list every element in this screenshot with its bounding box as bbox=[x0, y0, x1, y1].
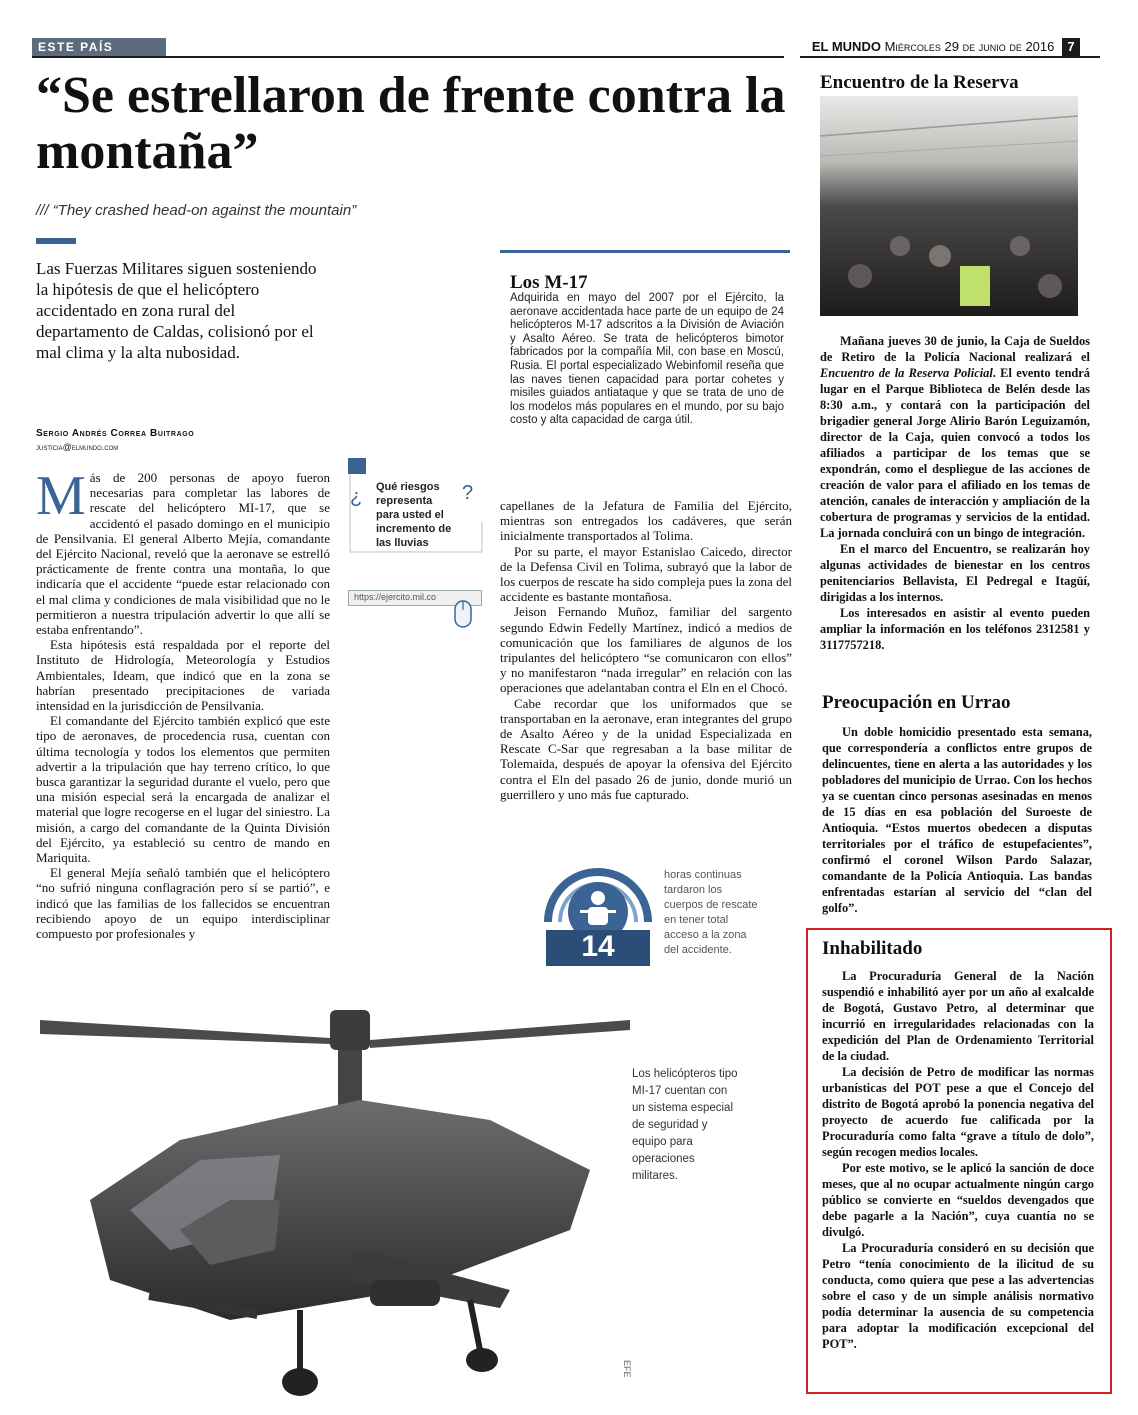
page-number: 7 bbox=[1062, 38, 1080, 56]
m17-title: Los M-17 bbox=[510, 272, 588, 293]
reserva-paragraph: Los interesados en asistir al evento pueden ampliar la información en los teléfonos 2312581 y 3117757218. bbox=[820, 606, 1090, 652]
header-rule bbox=[32, 56, 784, 58]
article-paragraph: Por su parte, el mayor Estanislao Caicedo, director de la Defensa Civil en Tolima, subrayó que la labor de los cuerpos de rescate ha sido compleja pues la zona del accidente es bastante montañosa. bbox=[500, 543, 792, 605]
drop-cap: M bbox=[36, 465, 86, 527]
poll-close-question-mark: ? bbox=[462, 482, 474, 504]
article-paragraph: Jeison Fernando Muñoz, familiar del sargento segundo Edwin Fedelly Martínez, indicó a medios de comunicación que los familiares de algunos de los tripulantes del helicóptero “se comunicaron con ellos” y no manifestaron “nada irregular” en relación con las operaciones que adelantaban contra el Eln en el Chocó. bbox=[500, 604, 792, 696]
article-paragraph bbox=[36, 465, 330, 638]
inhabilitado-title: Inhabilitado bbox=[822, 938, 923, 959]
photo-caption: Los helicópteros tipo MI-17 cuentan con un sistema especial de seguridad y equipo para operaciones militares. bbox=[632, 1068, 738, 1182]
reserva-title: Encuentro de la Reserva bbox=[820, 72, 1019, 93]
reserva-paragraph: En el marco del Encuentro, se realizarán hoy algunas actividades de bienestar en los centros penitenciarios Bellavista, El Pedregal e Itagüí, dirigidas a los internos. bbox=[820, 542, 1090, 604]
mouse-icon bbox=[454, 600, 472, 628]
paper-name: EL MUNDO bbox=[811, 39, 881, 54]
infographic-text: horas continuas tardaron los cuerpos de rescate en tener total acceso a la zona del accidente. bbox=[664, 869, 758, 956]
headline-translation: /// “They crashed head-on against the mountain” bbox=[36, 202, 357, 219]
poll-question[interactable]: Qué riesgos representa para usted el incremento de las lluvias bbox=[376, 481, 452, 549]
issue-date: Miércoles 29 de junio de 2016 bbox=[884, 39, 1055, 54]
article-column-1 bbox=[36, 465, 330, 942]
reserva-body bbox=[820, 333, 1090, 653]
audience-photo bbox=[820, 96, 1078, 316]
inhabilitado-paragraph: Por este motivo, se le aplicó la sanción de doce meses, que al no ocupar actualmente ningún cargo público se convierte en “sueldos devengados que debe pagarle a la Nación”, cuya cuantía no se divulgó. bbox=[822, 1161, 1094, 1239]
deck: Las Fuerzas Militares siguen sosteniendo la hipótesis de que el helicóptero accidentado en zona rural del departamento de Caldas, colisionó por el mal clima y la alta nubosidad. bbox=[36, 259, 317, 362]
box-rule bbox=[500, 250, 790, 253]
infographic-number: 14 bbox=[581, 930, 615, 963]
reserva-event-name: Encuentro de la Reserva Policial bbox=[820, 366, 993, 380]
article-paragraph: capellanes de la Jefatura de Familia del Ejército, mientras son entregados los cadáveres, que serán inicialmente transportados al Tolima. bbox=[500, 498, 792, 544]
article-paragraph: El comandante del Ejército también explicó que este tipo de aeronaves, de procedencia rusa, cuentan con última tecnología y todos los elementos que permiten advertir a la tripulación que hay terreno crítico, lo que busca garantizar la seguridad durante el vuelo, pero que una misión especial será la encargada de analizar el material que logre recogerse en el lugar del siniestro. La misión, a cargo del comandante de la Quinta División del Ejército, ya estableció su centro de mando en Mariquita. bbox=[36, 713, 330, 866]
byline bbox=[36, 428, 194, 439]
helicopter-photo bbox=[30, 990, 650, 1400]
accent-bar bbox=[36, 238, 76, 244]
photo-credit: EFE bbox=[622, 1360, 632, 1378]
masthead bbox=[800, 38, 1080, 56]
masthead-rule bbox=[800, 56, 1100, 58]
article-paragraph: Cabe recordar que los uniformados que se transportaban en la aeronave, eran integrantes del grupo de Asalto Aéreo y de la unidad Especializada en Rescate C-Sar que regresaban a la base militar de Tolemaida, después de apoyar la ofensiva del Ejército contra el Eln del pasado 26 de junio, donde murió un guerrillero y uno más fue capturado. bbox=[500, 695, 792, 802]
poll-icon bbox=[348, 458, 366, 474]
author-email bbox=[36, 442, 118, 452]
m17-text: Adquirida en mayo del 2007 por el Ejército, la aeronave accidentada hace parte de un equipo de 24 helicópteros M-17 adscritos a la División de Aviación y Asalto Aéreo. Se trata de helicópteros bimotor fabricados por la compañía Mil, con base en Moscú, Rusia. El portal especializado Webinfomil reseña que las naves tienen capacidad para portar cohetes y misiles guiados antiataque y que se trata de uno de los modelos más populares en el mundo, por su bajo costo y alta capacidad de carga útil. bbox=[510, 292, 784, 427]
inhabilitado-paragraph: La Procuraduría General de la Nación suspendió e inhabilitó ayer por un año al exalcalde de Bogotá, Gustavo Petro, al determinar que incurrió en irregularidades relacionadas con la expedición del Plan de Ordenamiento Territorial de la ciudad. bbox=[822, 969, 1094, 1063]
paragraph-text: ás de 200 personas de apoyo fueron necesarias para completar las labores de rescate del helicóptero MI-17, que se accidentó el pasado domingo en el municipio de Pensilvania. El general Alberto Mejía, comandante del Ejército Nacional, reveló que la aeronave se estrelló prácticamente de frente contra una montaña, lo que indicaría que el accidente “puede estar relacionado con el mal clima y condiciones de mala visibilidad que no le permitieron a nuestra tripulación advertir lo que allí se estaba enfrentando”. bbox=[36, 470, 330, 638]
inhabilitado-paragraph: La decisión de Petro de modificar las normas urbanísticas del POT pese a que el Concejo del distrito de Bogotá aprobó la ponencia negativa del proyecto de acuerdo fue calificada por la Procuraduría como falta “grave a título de dolo”, según recogen medios locales. bbox=[822, 1065, 1094, 1159]
section-kicker: ESTE PAÍS bbox=[32, 38, 166, 56]
url-text[interactable]: https://ejercito.mil.co bbox=[354, 592, 437, 602]
inhabilitado-paragraph: La Procuraduría consideró en su decisión que Petro “tenía conocimiento de la ilicitud de su conducta, como quiera que pese a las advertencias sobre el caso y de un simple análisis normativo podía determinar la ausencia de su competencia para adoptar la modificación excepcional del POT”. bbox=[822, 1241, 1094, 1351]
urrao-paragraph: Un doble homicidio presentado esta semana, que correspondería a conflictos entre grupos de delincuentes, tiene en alerta a las autoridades y los pobladores del municipio de Urrao. Con los hechos ya se cuentan cinco personas asesinadas en menos de 15 días en esa población del Suroeste de Antioquia. “Estos muertos obedecen a disputas territoriales por el tráfico de estupefacientes”, confirmó el coronel Wilson Pardo Salazar, comandante de la Policía Antioquia. Las bandas enfrentadas estarían al servicio del “clan del golfo”. bbox=[822, 725, 1092, 915]
article-column-2 bbox=[500, 498, 792, 802]
poll-open-question-mark: ¿ bbox=[350, 486, 363, 508]
urrao-title: Preocupación en Urrao bbox=[822, 692, 1011, 713]
reserva-text: Mañana jueves 30 de junio, la Caja de Sueldos de Retiro de la Policía Nacional realizará el bbox=[820, 334, 1090, 364]
inhabilitado-body bbox=[822, 968, 1094, 1352]
email-text: justicia@elmundo.com bbox=[36, 442, 119, 452]
reserva-paragraph bbox=[820, 333, 1090, 541]
author-name: Sergio Andrés Correa Buitrago bbox=[36, 428, 195, 439]
headline: “Se estrellaron de frente contra la montaña” bbox=[36, 67, 786, 180]
article-paragraph: Esta hipótesis está respaldada por el reporte del Instituto de Hidrología, Meteorología y Estudios Ambientales, Ideam, que indicó que en la zona se habrían presentado precipitaciones de variada intensidad en la jurisdicción de Pensilvania. bbox=[36, 637, 330, 714]
article-paragraph: El general Mejía señaló también que el helicóptero “no sufrió ninguna conflagración pero sí se partió”, e indicó que las familias de los fallecidos se encuentran recibiendo apoyo de un equipo interdisciplinar compuesto por profesionales y bbox=[36, 865, 330, 942]
reserva-text: . El evento tendrá lugar en el Parque Biblioteca de Belén desde las 8:30 a.m., y contará con la participación del brigadier general Jorge Alirio Barón Leguizamón, director de la Caja, quien convocó a todos los afiliados a participar de los temas que se expondrán, como el despliegue de las acciones de creación de valor para el afiliado en los temas de atención, canales de interacción y ampliación de la cobertura de programas y servicios de la entidad. La jornada concluirá con un bingo de integración. bbox=[820, 366, 1091, 540]
urrao-body bbox=[822, 724, 1092, 916]
